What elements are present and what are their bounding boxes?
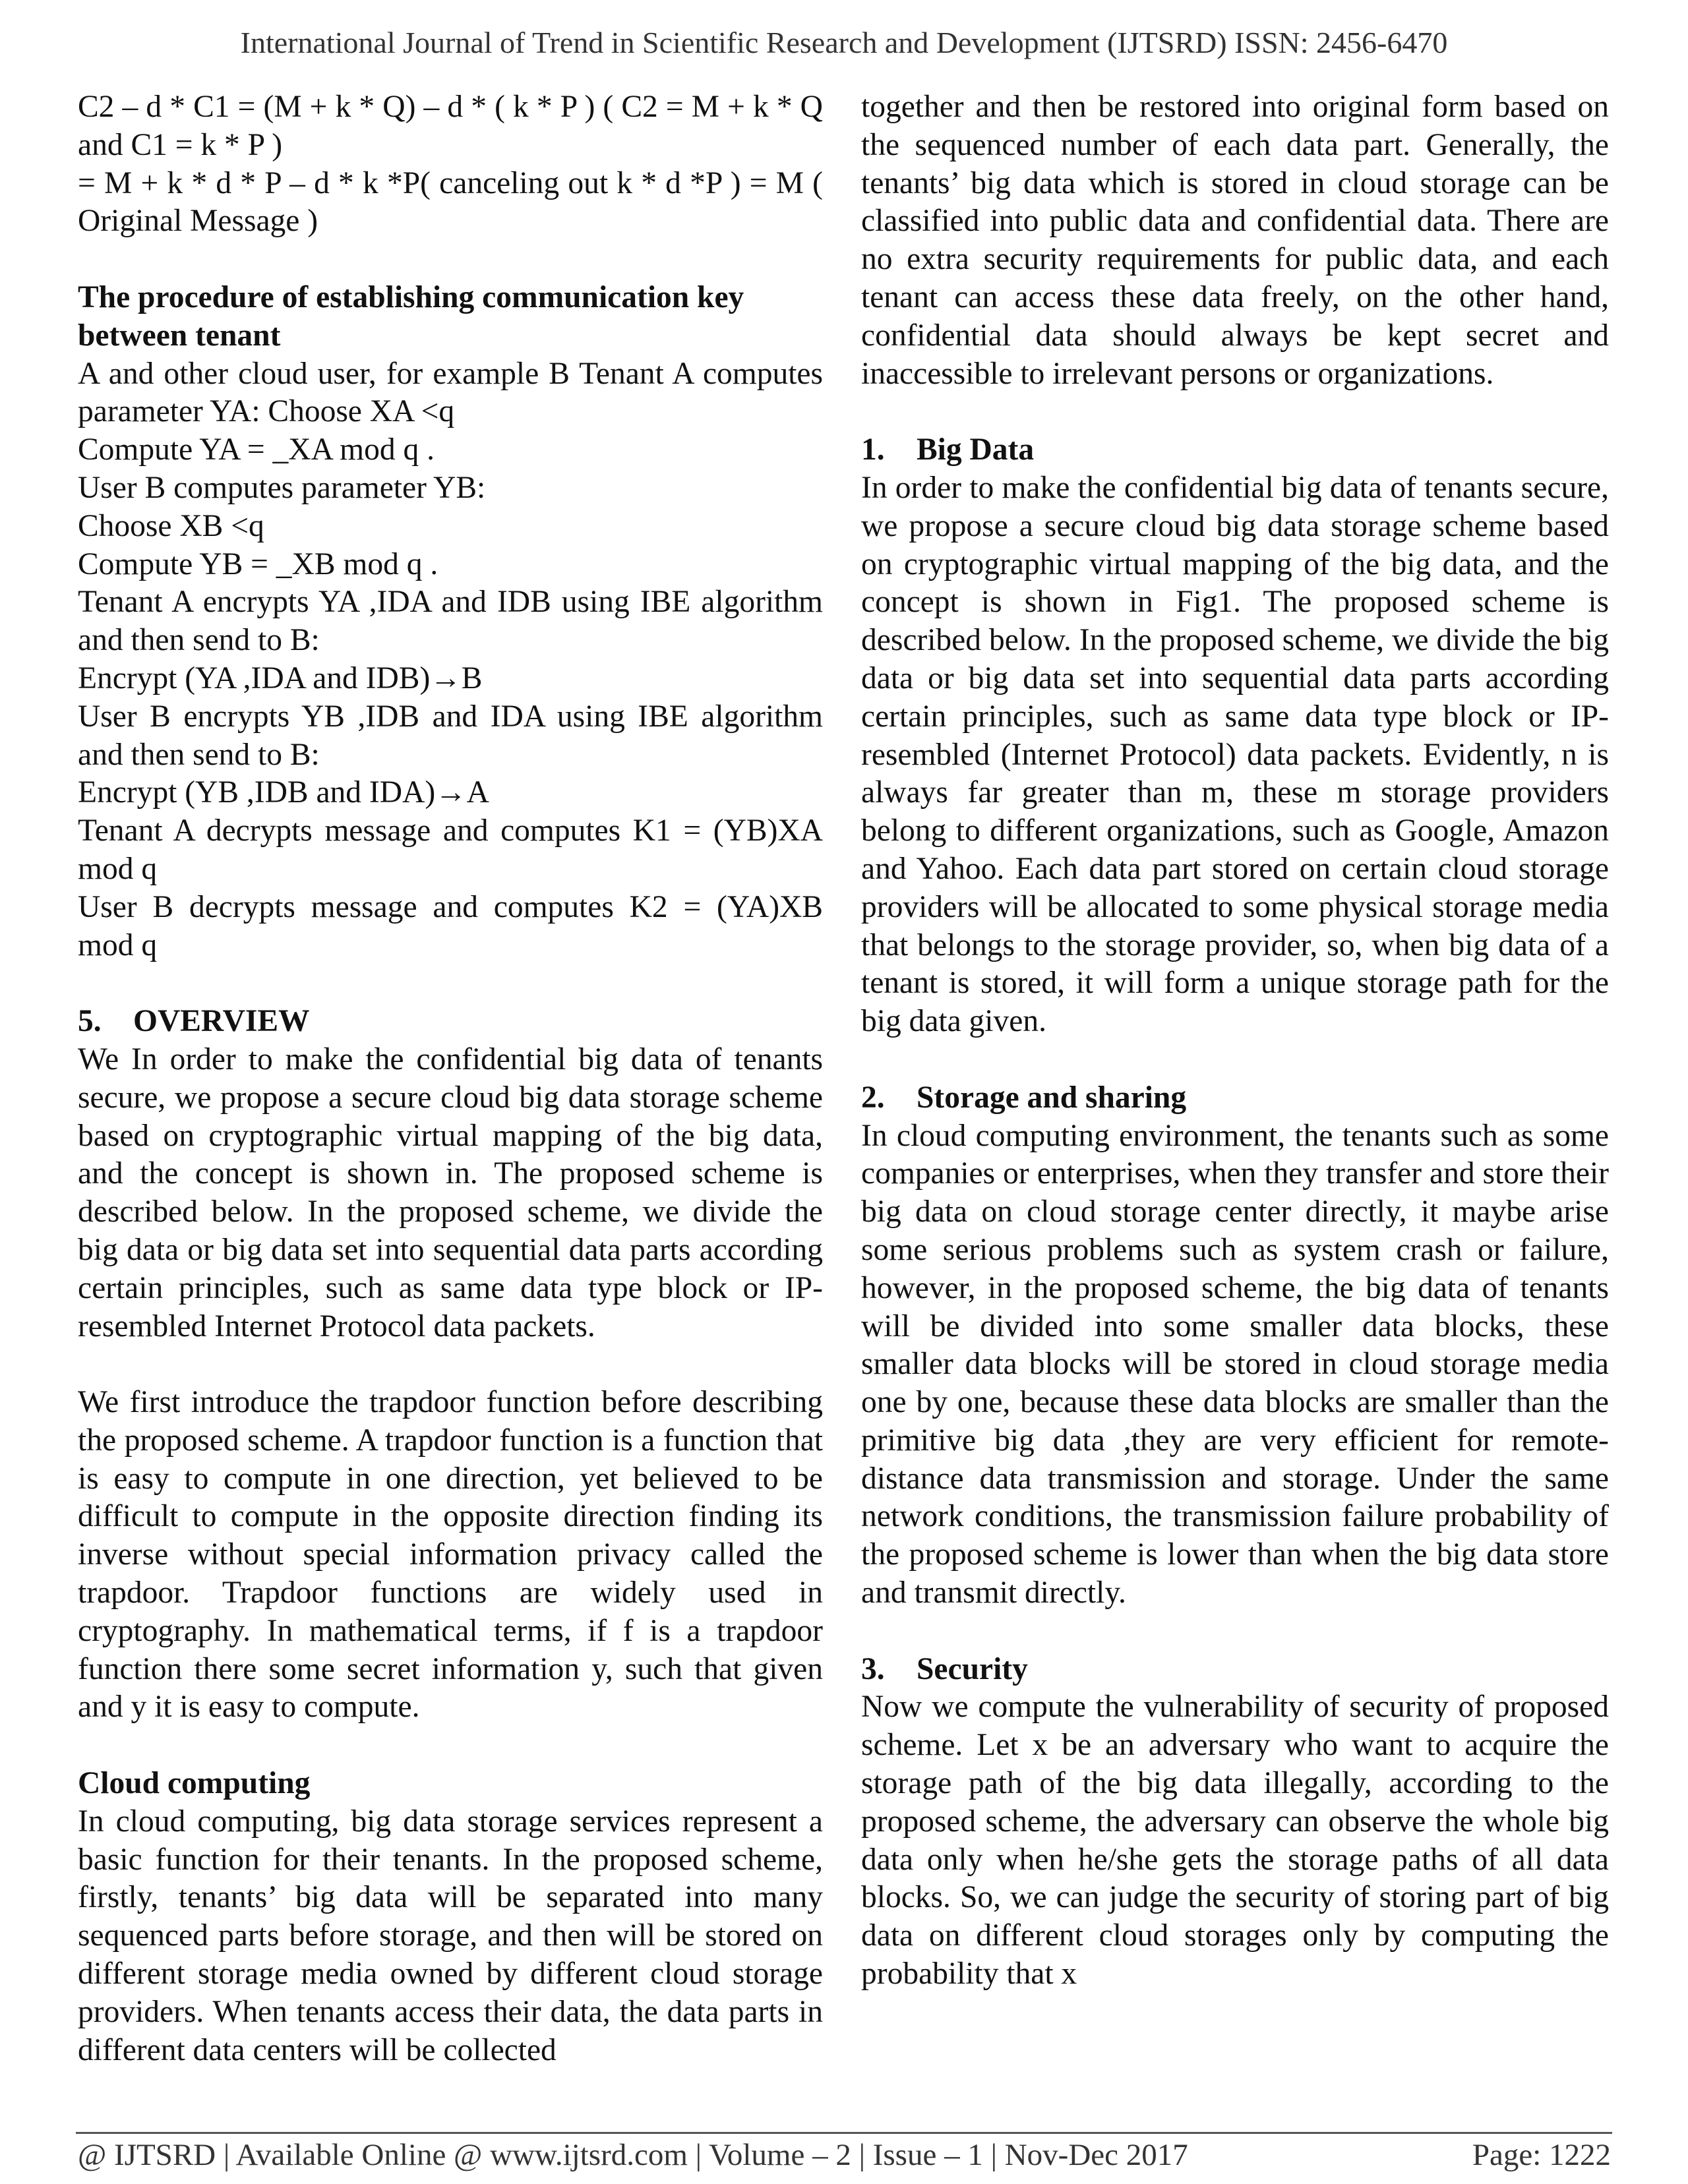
storage-sharing-paragraph: In cloud computing environment, the tenants such as some companies or enterprises, when they transfer and store their big data on cloud storage center directly, it maybe arise some serious problems such as system crash or failure, however, in the proposed scheme, the big data of tenants will be divided into some smaller data blocks, these smaller data blocks will be stored in cloud storage media one by one, because these data blocks are smaller than the primitive big data ,they are very efficient for remote-distance data transmission and storage. Under the same network conditions, the transmission failure probability of the proposed scheme is lower than when the big data store and transmit directly. bbox=[861, 1118, 1609, 1610]
footer-divider bbox=[76, 2132, 1612, 2134]
page-footer bbox=[78, 2135, 1611, 2175]
section-number: 5. bbox=[78, 1004, 102, 1039]
key-line: Tenant A encrypts YA ,IDA and IDB using IBE algorithm and then send to B: bbox=[78, 585, 823, 658]
left-column bbox=[78, 88, 823, 2069]
cloud-computing-paragraph: In cloud computing, big data storage services represent a basic function for their tenants. In the proposed scheme, firstly, tenants’ big data will be separated into many sequenced parts before storage, and then will be stored on different storage media owned by different cloud storage providers. When tenants access their data, the data parts in different data centers will be collected bbox=[78, 1804, 823, 2067]
security-heading bbox=[861, 1651, 1609, 1689]
key-line: Compute YA = _XA mod q . bbox=[78, 432, 435, 467]
section-number: 3. bbox=[861, 1651, 885, 1686]
big-data-paragraph: In order to make the confidential big data of tenants secure, we propose a secure cloud big data storage scheme based on cryptographic virtual mapping of the big data, and the concept is shown in Fig1. The proposed scheme is described below. In the proposed scheme, we divide the big data or big data set into sequential data parts according certain principles, such as same data type block or IP-resembled (Internet Protocol) data packets. Evidently, n is always far greater than m, these m storage providers belong to different organizations, such as Google, Amazon and Yahoo. Each data part stored on certain cloud storage providers will be allocated to some physical storage media that belongs to the storage provider, so, when big data of a tenant is stored, it will form a unique storage path for the big data given. bbox=[861, 470, 1609, 1039]
key-line: Encrypt (YB ,IDB and IDA)→A bbox=[78, 775, 489, 810]
key-line: Encrypt (YA ,IDA and IDB)→B bbox=[78, 661, 483, 695]
cloud-computing-heading: Cloud computing bbox=[78, 1766, 311, 1801]
journal-header: International Journal of Trend in Scientific Research and Development (IJTSRD) ISSN: 2456-6470 bbox=[240, 26, 1448, 59]
page-number: Page: 1222 bbox=[1472, 2138, 1611, 2172]
section-title: Storage and sharing bbox=[917, 1080, 1187, 1115]
storage-sharing-heading bbox=[861, 1079, 1609, 1117]
overview-heading bbox=[78, 1003, 823, 1041]
key-line: User B encrypts YB ,IDB and IDA using IBE algorithm and then send to B: bbox=[78, 699, 823, 772]
key-line: Choose XB <q bbox=[78, 508, 264, 543]
key-line: A and other cloud user, for example B Tenant A computes parameter YA: Choose XA <q bbox=[78, 356, 823, 429]
key-procedure-heading: The procedure of establishing communication key between tenant bbox=[78, 280, 744, 353]
section-number: 1. bbox=[861, 432, 885, 467]
big-data-heading bbox=[861, 431, 1609, 469]
key-line: User B computes parameter YB: bbox=[78, 470, 486, 505]
key-line: User B decrypts message and computes K2 = (YA)XB mod q bbox=[78, 889, 823, 962]
section-title: Security bbox=[917, 1651, 1028, 1686]
section-title: OVERVIEW bbox=[133, 1004, 310, 1039]
security-paragraph: Now we compute the vulnerability of security of proposed scheme. Let x be an adversary who want to acquire the storage path of the big data illegally, according to the proposed scheme, the adversary can observe the whole big data only when he/she gets the storage paths of all data blocks. So, we can judge the security of storing part of big data on different cloud storages only by computing the probability that x bbox=[861, 1690, 1609, 1992]
trapdoor-paragraph: We first introduce the trapdoor function before describing the proposed scheme. A trapdoor function is a function that is easy to compute in one direction, yet believed to be difficult to compute in the opposite direction finding its inverse without special information privacy called the trapdoor. Trapdoor functions are widely used in cryptography. In mathematical terms, if f is a trapdoor function there some secret information y, such that given and y it is easy to compute. bbox=[78, 1385, 823, 1725]
continued-paragraph: together and then be restored into original form based on the sequenced number of each data part. Generally, the tenants’ big data which is stored in cloud storage can be classified into public data and confidential data. There are no extra security requirements for public data, and each tenant can access these data freely, on the other hand, confidential data should always be kept secret and inaccessible to irrelevant persons or organizations. bbox=[861, 90, 1609, 391]
formula-line: = M + k * d * P – d * k *P( canceling out k * d *P ) = M ( Original Message ) bbox=[78, 165, 823, 239]
formula-line: C2 – d * C1 = (M + k * Q) – d * ( k * P ) ( C2 = M + k * Q and C1 = k * P ) bbox=[78, 90, 823, 162]
key-line: Compute YB = _XB mod q . bbox=[78, 546, 438, 581]
section-title: Big Data bbox=[917, 432, 1035, 467]
footer-info: @ IJTSRD | Available Online @ www.ijtsrd.com | Volume – 2 | Issue – 1 | Nov-Dec 2017 bbox=[78, 2138, 1188, 2172]
section-number: 2. bbox=[861, 1080, 885, 1115]
right-column bbox=[861, 88, 1609, 1993]
key-line: Tenant A decrypts message and computes K1 = (YB)XA mod q bbox=[78, 813, 823, 886]
overview-paragraph: We In order to make the confidential big data of tenants secure, we propose a secure cloud big data storage scheme based on cryptographic virtual mapping of the big data, and the concept is shown in. The proposed scheme is described below. In the proposed scheme, we divide the big data or big data set into sequential data parts according certain principles, such as same data type block or IP-resembled Internet Protocol data packets. bbox=[78, 1042, 823, 1343]
